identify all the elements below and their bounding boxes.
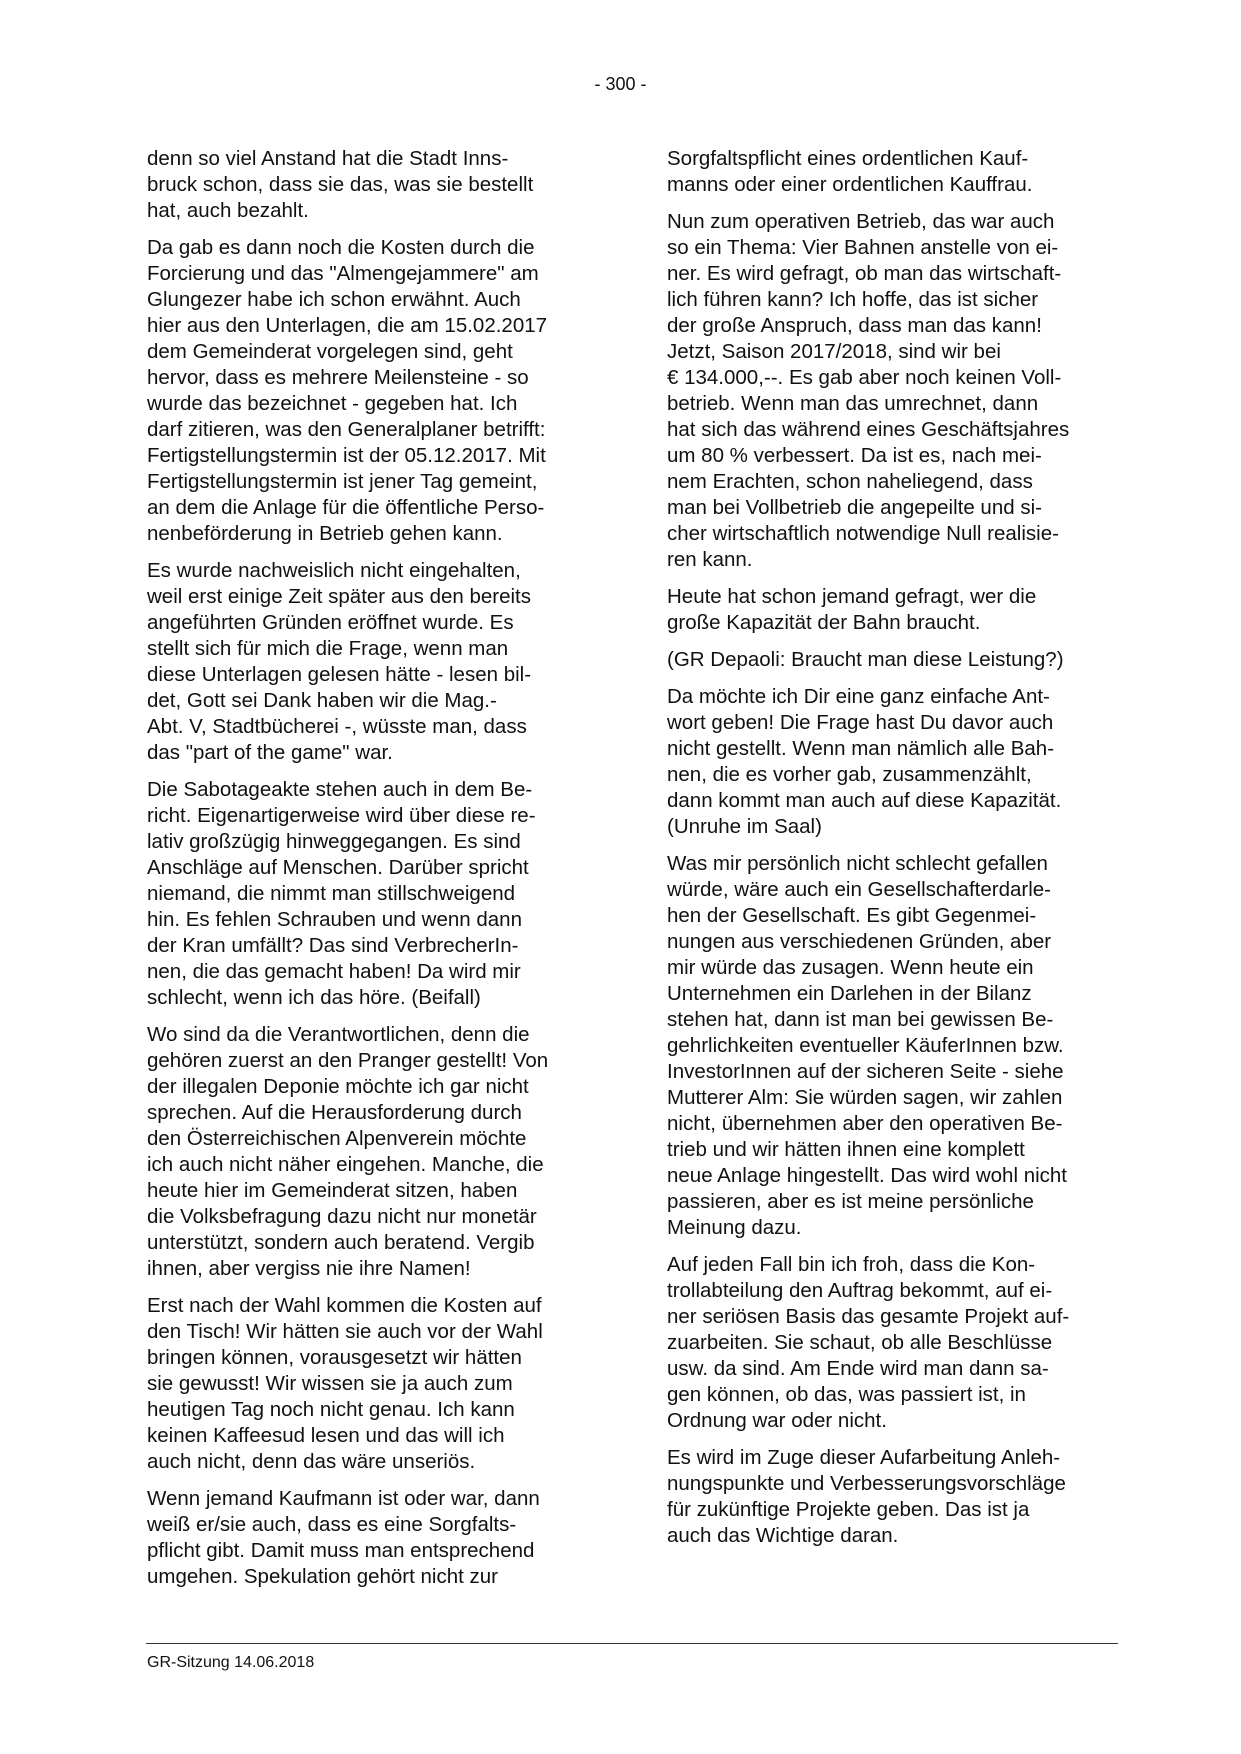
paragraph: Es wurde nachweislich nicht eingehalten, weil erst einige Zeit später aus den bereits angeführten Gründen eröffnet wurde. Es stellt sich für mich die Frage, wenn man diese Unterlagen gelesen hätte - lesen bil- det, Gott sei Dank haben wir die Mag.- Abt. V, Stadtbücherei -, wüsste man, dass das "part of the game" war. [147, 559, 532, 764]
paragraph: Erst nach der Wahl kommen die Kosten auf den Tisch! Wir hätten sie auch vor der Wahl bringen können, vorausgesetzt wir hätten sie gewusst! Wir wissen sie ja auch zum heutigen Tag noch nicht genau. Ich kann keinen Kaffeesud lesen und das will ich auch nicht, denn das wäre unseriös. [147, 1294, 543, 1473]
paragraph: (GR Depaoli: Braucht man diese Leistung?) [667, 648, 1064, 671]
footer-divider [146, 1643, 1118, 1644]
paragraph: Wo sind da die Verantwortlichen, denn die gehören zuerst an den Pranger gestellt! Von der illegalen Deponie möchte ich gar nicht sprechen. Auf die Herausforderung durch den Österreichischen Alpenverein möchte ich auch nicht näher eingehen. Manche, die heute hier im Gemeinderat sitzen, haben die Volksbefragung dazu nicht nur monetär unterstützt, sondern auch beratend. Vergib ihnen, aber vergiss nie ihre Namen! [147, 1023, 549, 1280]
paragraph: Nun zum operativen Betrieb, das war auch so ein Thema: Vier Bahnen anstelle von ei- ner. Es wird gefragt, ob man das wirtschaft- lich führen kann? Ich hoffe, das ist sicher der große Anspruch, dass man das kann! Jetzt, Saison 2017/2018, sind wir bei € 134.000,--. Es gab aber noch keinen Voll- betrieb. Wenn man das umrechnet, dann hat sich das während eines Geschäftsjahres um 80 % verbessert. Da ist es, nach mei- nem Erachten, schon naheliegend, dass man bei Vollbetrieb die angepeilte und si- cher wirtschaftlich notwendige Null realisie- ren kann. [667, 210, 1070, 571]
paragraph: Da möchte ich Dir eine ganz einfache Ant- wort geben! Die Frage hast Du davor auch nicht gestellt. Wenn man nämlich alle Bah- nen, die es vorher gab, zusammenzählt, dann kommt man auch auf diese Kapazität. (Unruhe im Saal) [667, 685, 1062, 838]
paragraph: Auf jeden Fall bin ich froh, dass die Kon- trollabteilung den Auftrag bekommt, auf ei- ner seriösen Basis das gesamte Projekt auf- zuarbeiten. Sie schaut, ob alle Beschlüsse usw. da sind. Am Ende wird man dann sa- gen können, ob das, was passiert ist, in Ordnung war oder nicht. [667, 1253, 1070, 1432]
left-column [147, 146, 599, 1601]
paragraph: Was mir persönlich nicht schlecht gefallen würde, wäre auch ein Gesellschafterdarle- hen der Gesellschaft. Es gibt Gegenmei- nungen aus verschiedenen Gründen, aber mir würde das zusagen. Wenn heute ein Unternehmen ein Darlehen in der Bilanz stehen hat, dann ist man bei gewissen Be- gehrlichkeiten eventueller KäuferInnen bzw. InvestorInnen auf der sicheren Seite - siehe Mutterer Alm: Sie würden sagen, wir zahlen nicht, übernehmen aber den operativen Be- trieb und wir hätten ihnen eine komplett neue Anlage hingestellt. Das wird wohl nicht passieren, aber es ist meine persönliche Meinung dazu. [667, 852, 1067, 1239]
paragraph: Heute hat schon jemand gefragt, wer die große Kapazität der Bahn braucht. [667, 585, 1037, 634]
paragraph: Da gab es dann noch die Kosten durch die Forcierung und das "Almengejammere" am Glungezer habe ich schon erwähnt. Auch hier aus den Unterlagen, die am 15.02.2017 dem Gemeinderat vorgelegen sind, geht hervor, dass es mehrere Meilensteine - so wurde das bezeichnet - gegeben hat. Ich darf zitieren, was den Generalplaner betrifft: Fertigstellungstermin ist der 05.12.2017. Mit Fertigstellungstermin ist jener Tag gemeint, an dem die Anlage für die öffentliche Perso- nenbeförderung in Betrieb gehen kann. [147, 236, 548, 545]
footer-session-date: GR-Sitzung 14.06.2018 [147, 1654, 315, 1671]
paragraph: Wenn jemand Kaufmann ist oder war, dann weiß er/sie auch, dass es eine Sorgfalts- pflicht gibt. Damit muss man entsprechend umgehen. Spekulation gehört nicht zur [147, 1487, 540, 1588]
page-number: - 300 - [594, 74, 647, 94]
paragraph: denn so viel Anstand hat die Stadt Inns- bruck schon, dass sie das, was sie bestellt hat, auch bezahlt. [147, 147, 534, 222]
paragraph: Sorgfaltspflicht eines ordentlichen Kauf- manns oder einer ordentlichen Kauffrau. [667, 147, 1033, 196]
right-column [667, 146, 1119, 1560]
paragraph: Es wird im Zuge dieser Aufarbeitung Anleh- nungspunkte und Verbesserungsvorschläge für zukünftige Projekte geben. Das ist ja auch das Wichtige daran. [667, 1446, 1066, 1547]
paragraph: Die Sabotageakte stehen auch in dem Be- richt. Eigenartigerweise wird über diese re- lativ großzügig hinweggegangen. Es sind Anschläge auf Menschen. Darüber spricht niemand, die nimmt man stillschweigend hin. Es fehlen Schrauben und wenn dann der Kran umfällt? Das sind VerbrecherIn- nen, die das gemacht haben! Da wird mir schlecht, wenn ich das höre. (Beifall) [147, 778, 536, 1009]
